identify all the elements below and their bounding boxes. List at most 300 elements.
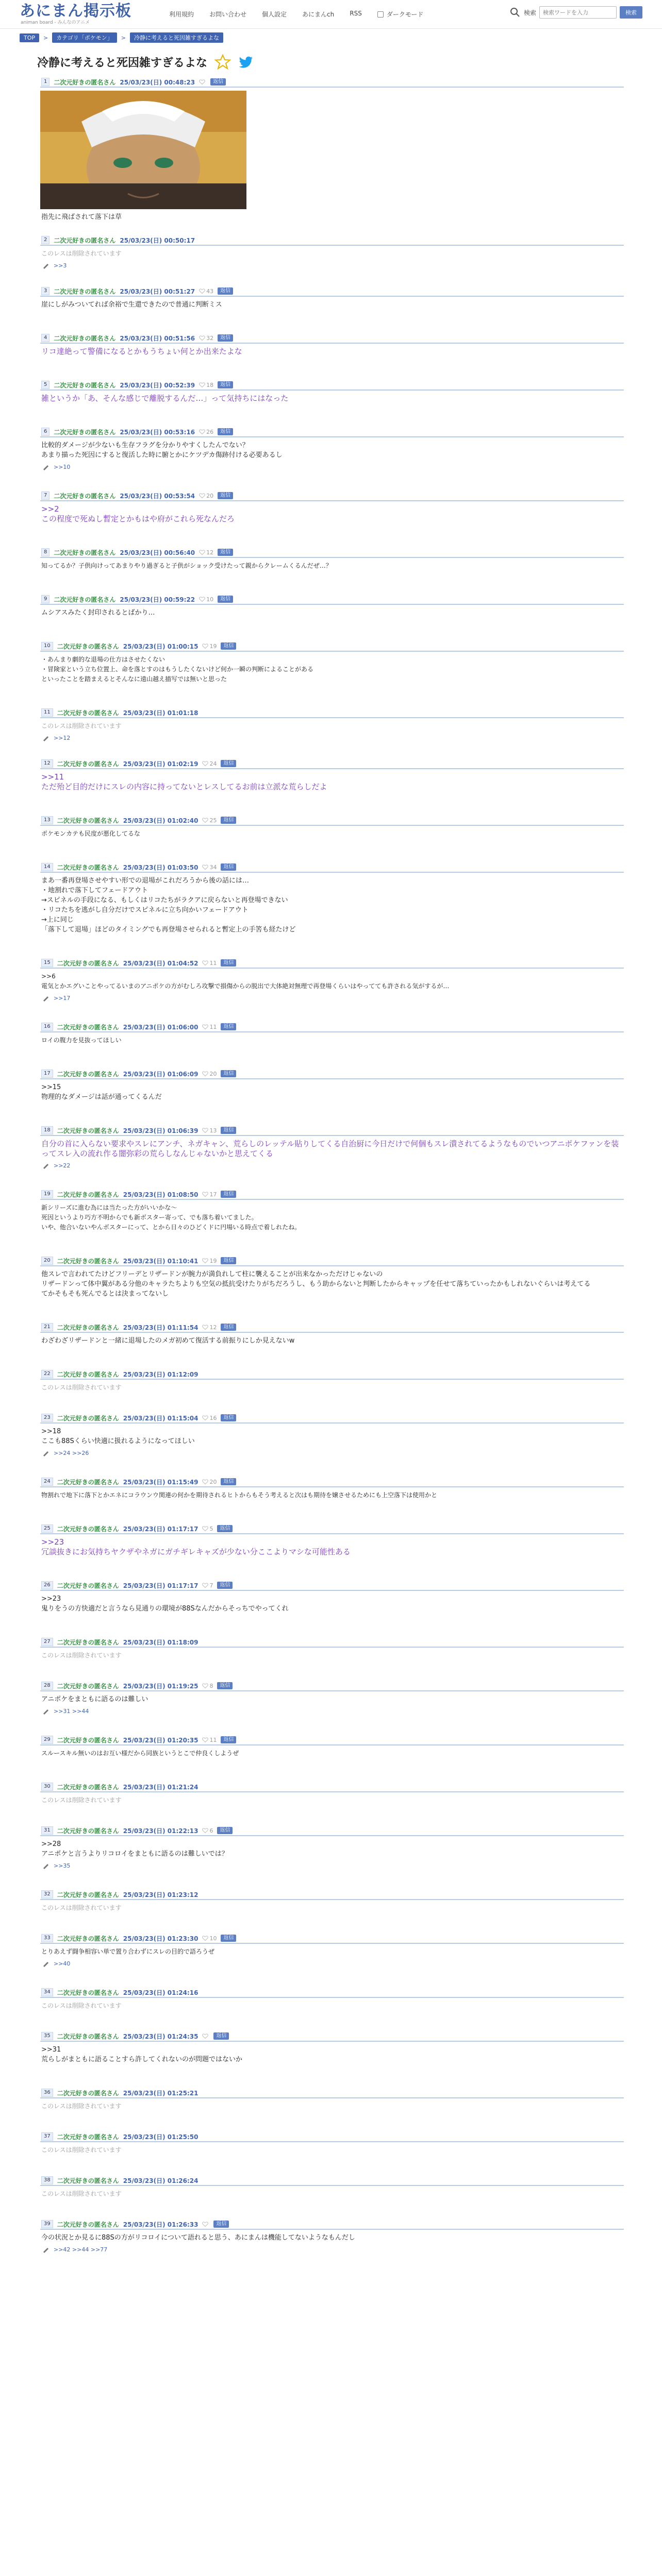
search-label: 検索 [523, 9, 536, 16]
reply-button[interactable]: 返信 [217, 1582, 233, 1589]
post-body: >>18 ここも88Sくらい快適に扱れるようになってほしい [41, 1428, 195, 1445]
reply-button[interactable]: 返信 [221, 760, 236, 767]
like-button[interactable] [199, 335, 213, 342]
post-number[interactable]: 8 [41, 548, 49, 556]
reply-arrow-icon [42, 2246, 49, 2253]
post-number[interactable]: 9 [41, 595, 49, 603]
post-author: 二次元好きの匿名さん [57, 1070, 119, 1078]
site-header [0, 0, 662, 29]
like-button[interactable] [199, 79, 206, 85]
post-number[interactable]: 7 [41, 492, 49, 500]
reply-button[interactable]: 返信 [218, 596, 233, 603]
like-button[interactable] [202, 1071, 217, 1077]
deleted-post-notice: このレスは削除されています [41, 1904, 122, 1911]
like-button[interactable] [199, 429, 213, 435]
post-author: 二次元好きの匿名さん [57, 2221, 119, 2228]
post [40, 1581, 624, 1617]
post-meta [40, 1256, 624, 1266]
breadcrumb-separator: > [43, 34, 48, 41]
like-button[interactable] [202, 1415, 217, 1421]
heart-icon [199, 596, 205, 602]
post-date: 25/03/23(日) 00:52:39 [120, 381, 195, 389]
heart-icon [202, 1935, 208, 1941]
post-date: 25/03/23(日) 01:03:50 [123, 863, 198, 871]
reply-button[interactable]: 返信 [218, 334, 233, 342]
post-body: 指先に飛ばされて落下は草 [41, 213, 122, 221]
post-date: 25/03/23(日) 01:19:25 [123, 1682, 198, 1690]
post-body: 知ってるか？子供向けってあまりやり過ぎると子供がショック受けたって親からクレームくるんだぜ…？ [41, 562, 332, 569]
post-date: 25/03/23(日) 01:02:40 [123, 817, 198, 824]
like-button[interactable] [199, 288, 213, 295]
post-author: 二次元好きの匿名さん [57, 1414, 119, 1422]
post [40, 1022, 624, 1048]
post [40, 862, 624, 938]
like-count: 20 [209, 1070, 217, 1077]
post-number[interactable]: 20 [41, 1257, 53, 1265]
post-meta [40, 1069, 624, 1079]
post-date: 25/03/23(日) 01:06:00 [123, 1023, 198, 1031]
like-button[interactable] [202, 2221, 209, 2227]
post-meta [40, 1022, 624, 1032]
post-list [0, 77, 662, 2253]
post [40, 333, 624, 360]
reply-anchor-links[interactable]: >>24 >>26 [54, 1449, 89, 1456]
character-image [40, 91, 246, 209]
reply-button[interactable]: 返信 [221, 1257, 236, 1264]
search-button[interactable]: 検索 [620, 6, 642, 19]
reply-arrow-icon [42, 1449, 49, 1456]
post-number[interactable]: 12 [41, 759, 53, 768]
post-date: 25/03/23(日) 00:53:16 [120, 428, 195, 436]
post [40, 1524, 624, 1560]
like-button[interactable] [202, 1827, 213, 1834]
post-number[interactable]: 16 [41, 1023, 53, 1031]
like-button[interactable] [199, 493, 213, 499]
post-date: 25/03/23(日) 01:15:04 [123, 1414, 198, 1422]
post-number[interactable]: 5 [41, 381, 49, 389]
reply-button[interactable]: 返信 [221, 1324, 236, 1331]
post-date: 25/03/23(日) 01:21:24 [123, 1783, 198, 1791]
post-date: 25/03/23(日) 01:01:18 [123, 709, 198, 717]
post-body: スルースキル無いのはお互い様だから同族というとこで仲良くしようぜ [41, 1750, 239, 1757]
post-replies [40, 2246, 624, 2253]
post-author: 二次元好きの匿名さん [57, 1638, 119, 1646]
post-author: 二次元好きの匿名さん [57, 1525, 119, 1533]
like-count: 19 [209, 642, 217, 650]
reply-button[interactable]: 返信 [221, 1935, 236, 1942]
post-number[interactable]: 10 [41, 642, 53, 650]
post-meta [40, 759, 624, 769]
post-date: 25/03/23(日) 00:56:40 [120, 549, 195, 556]
heart-icon [199, 288, 205, 294]
post-meta [40, 427, 624, 437]
deleted-post-notice: このレスは削除されています [41, 1384, 122, 1391]
post-number[interactable]: 34 [41, 1988, 53, 1996]
like-count: 7 [209, 1582, 213, 1589]
post-number[interactable]: 19 [41, 1190, 53, 1198]
like-button[interactable] [202, 864, 217, 871]
post-number[interactable]: 11 [41, 708, 53, 717]
post-number[interactable]: 1 [41, 78, 49, 86]
post-meta [40, 1323, 624, 1333]
post-meta [40, 1369, 624, 1380]
nav-item-contact[interactable]: お問い合わせ [209, 11, 247, 18]
reply-arrow-icon [42, 734, 49, 741]
post-number[interactable]: 6 [41, 428, 49, 436]
like-button[interactable] [202, 2033, 209, 2039]
post-author: 二次元好きの匿名さん [54, 549, 116, 556]
post-date: 25/03/23(日) 01:17:17 [123, 1525, 198, 1533]
reply-arrow-icon [42, 994, 49, 1002]
like-button[interactable] [202, 1191, 217, 1198]
post-author: 二次元好きの匿名さん [54, 236, 116, 244]
heart-icon [202, 643, 208, 649]
breadcrumb-thread[interactable]: 冷静に考えると死因雑すぎるよな [130, 32, 223, 43]
post-number[interactable]: 26 [41, 1581, 53, 1589]
post-body: 崖にしがみついてれば余裕で生還できたので普通に判断ミス [41, 301, 222, 309]
post-replies [40, 1707, 624, 1715]
site-logo[interactable] [20, 3, 164, 26]
like-button[interactable] [199, 382, 213, 388]
post-meta [40, 1934, 624, 1944]
reply-button[interactable]: 返信 [218, 549, 233, 556]
deleted-post-notice: このレスは削除されています [41, 2103, 122, 2110]
post-date: 25/03/23(日) 01:06:39 [123, 1127, 198, 1134]
nav-item-animanch[interactable]: あにまんch [302, 11, 335, 18]
post-author: 二次元好きの匿名さん [57, 863, 119, 871]
post-replies [40, 1449, 624, 1456]
reply-button[interactable]: 返信 [221, 1127, 236, 1134]
reply-button[interactable]: 返信 [221, 863, 236, 871]
breadcrumb-top[interactable]: TOP [20, 33, 39, 42]
post-author: 二次元好きの匿名さん [57, 1127, 119, 1134]
post-meta [40, 862, 624, 873]
post [40, 548, 624, 574]
post-author: 二次元好きの匿名さん [54, 428, 116, 436]
post-number[interactable]: 33 [41, 1934, 53, 1942]
nav-item-terms[interactable]: 利用規約 [169, 11, 194, 18]
like-button[interactable] [202, 643, 217, 650]
reply-arrow-icon [42, 1162, 49, 1169]
like-count: 12 [206, 549, 214, 556]
like-button[interactable] [202, 960, 217, 967]
reply-anchor-links[interactable]: >>42 >>44 >>77 [54, 2246, 108, 2253]
post-meta [40, 2088, 624, 2098]
like-button[interactable] [202, 1683, 213, 1689]
like-button[interactable] [202, 1582, 213, 1589]
heart-icon [202, 1024, 208, 1030]
like-count: 18 [206, 381, 214, 388]
heart-icon [202, 1071, 208, 1077]
post-number[interactable]: 30 [41, 1783, 53, 1791]
post-replies [40, 994, 624, 1002]
like-count: 8 [209, 1682, 213, 1689]
post-author: 二次元好きの匿名さん [57, 1827, 119, 1835]
post [40, 235, 624, 269]
like-button[interactable] [199, 596, 213, 603]
heart-icon [202, 1191, 208, 1197]
like-button[interactable] [202, 760, 217, 767]
reply-arrow-icon [42, 1960, 49, 1967]
post [40, 427, 624, 470]
reply-anchor-links[interactable]: >>35 [54, 1862, 71, 1869]
heart-icon [199, 549, 205, 555]
reply-button[interactable]: 返信 [221, 1023, 236, 1030]
reply-button[interactable]: 返信 [217, 1682, 233, 1689]
reply-button[interactable]: 返信 [213, 2221, 229, 2228]
post [40, 2176, 624, 2202]
reply-button[interactable]: 返信 [221, 1478, 236, 1485]
reply-button[interactable]: 返信 [221, 1414, 236, 1421]
post [40, 2219, 624, 2253]
reply-anchor-links[interactable]: >>17 [54, 994, 71, 1002]
post-date: 25/03/23(日) 00:48:23 [120, 78, 195, 86]
post-number[interactable]: 15 [41, 959, 53, 967]
post-image[interactable] [40, 91, 246, 209]
post-body: >>6 電気とかエグいことやってるいまのアニポケの方がむしろ攻撃で損傷からの脱出で大体絶対無理で再登場くらいはやってても許される気がするが… [41, 973, 450, 990]
post-body: >>11 ただ殆ど目的だけにスレの内容に持ってないとレスしてるお前は立派な荒らしだよ [41, 772, 327, 791]
post-number[interactable]: 21 [41, 1323, 53, 1331]
post-author: 二次元好きの匿名さん [57, 959, 119, 967]
deleted-post-notice: このレスは削除されています [41, 722, 122, 730]
post-number[interactable]: 31 [41, 1826, 53, 1835]
like-count: 20 [206, 492, 214, 499]
reply-button[interactable]: 返信 [217, 1827, 233, 1834]
reply-anchor-links[interactable]: >>31 >>44 [54, 1707, 89, 1715]
heart-icon [199, 79, 205, 85]
favorite-star-icon[interactable] [214, 54, 231, 70]
post-number[interactable]: 29 [41, 1736, 53, 1744]
post-meta [40, 491, 624, 501]
reply-button[interactable]: 返信 [217, 1525, 233, 1532]
reply-button[interactable]: 返信 [218, 492, 233, 499]
post-date: 25/03/23(日) 01:11:54 [123, 1324, 198, 1331]
post-meta [40, 1477, 624, 1487]
post-number[interactable]: 24 [41, 1478, 53, 1486]
nav-item-rss[interactable]: RSS [350, 10, 362, 17]
twitter-share-icon[interactable] [238, 54, 255, 70]
post-number[interactable]: 4 [41, 334, 49, 342]
reply-anchor-links[interactable]: >>22 [54, 1162, 71, 1169]
reply-button[interactable]: 返信 [218, 287, 233, 295]
heart-icon [202, 960, 208, 966]
post-replies [40, 262, 624, 269]
post-author: 二次元好きの匿名さん [57, 1257, 119, 1265]
post-date: 25/03/23(日) 01:23:12 [123, 1891, 198, 1899]
post-author: 二次元好きの匿名さん [57, 2089, 119, 2097]
post-date: 25/03/23(日) 01:22:13 [123, 1827, 198, 1835]
post-author: 二次元好きの匿名さん [57, 1370, 119, 1378]
post [40, 759, 624, 795]
like-button[interactable] [202, 1479, 217, 1485]
post-date: 25/03/23(日) 01:10:41 [123, 1257, 198, 1265]
reply-button[interactable]: 返信 [221, 642, 236, 650]
post-body: >>23 鬼りをうの方快適だと言うなら見通りの環境が88Sなんだからそっちでやってくれ [41, 1595, 289, 1613]
reply-button[interactable]: 返信 [221, 1070, 236, 1077]
post-number[interactable]: 27 [41, 1638, 53, 1646]
thread-title-row [0, 46, 662, 77]
like-button[interactable] [202, 1258, 217, 1264]
post-number[interactable]: 38 [41, 2176, 53, 2184]
heart-icon [202, 1526, 208, 1532]
post [40, 2031, 624, 2067]
post-number[interactable]: 3 [41, 287, 49, 295]
post-meta [40, 2031, 624, 2042]
like-count: 13 [209, 1127, 217, 1134]
like-count: 32 [206, 334, 214, 342]
post-author: 二次元好きの匿名さん [57, 2177, 119, 2184]
post-body: ポケモンカテも民度が悪化してるな [41, 830, 141, 837]
post-number[interactable]: 13 [41, 816, 53, 824]
post-date: 25/03/23(日) 01:06:09 [123, 1070, 198, 1078]
heart-icon [202, 1127, 208, 1133]
post-number[interactable]: 18 [41, 1126, 53, 1134]
post [40, 816, 624, 842]
reply-anchor-links[interactable]: >>12 [54, 734, 71, 741]
page-title: 冷静に考えると死因雑すぎるよな [37, 56, 208, 70]
post [40, 958, 624, 1002]
post-body: 今の状況とか見るに88Sの方がリコロイについて語れると思う、あにまんは機能してないようなもんだし [41, 2234, 355, 2242]
post [40, 77, 624, 225]
like-count: 11 [209, 1736, 217, 1743]
post [40, 1735, 624, 1761]
post-date: 25/03/23(日) 00:53:54 [120, 492, 195, 500]
post-number[interactable]: 35 [41, 2032, 53, 2040]
post-body: >>31 荒らしがまともに語ることすら許してくれないのが問題ではないか [41, 2046, 243, 2063]
like-button[interactable] [202, 1324, 217, 1331]
post-author: 二次元好きの匿名さん [57, 642, 119, 650]
heart-icon [202, 2221, 208, 2227]
reply-button[interactable]: 返信 [210, 78, 226, 86]
reply-button[interactable]: 返信 [213, 2032, 229, 2040]
breadcrumb-separator: > [121, 34, 126, 41]
post-number[interactable]: 32 [41, 1890, 53, 1899]
post-author: 二次元好きの匿名さん [57, 1478, 119, 1486]
like-button[interactable] [199, 549, 213, 556]
post-meta [40, 595, 624, 605]
like-count: 11 [209, 1023, 217, 1030]
deleted-post-notice: このレスは削除されています [41, 1652, 122, 1659]
like-button[interactable] [202, 1127, 217, 1134]
dark-mode-toggle[interactable] [377, 10, 424, 19]
post-meta [40, 235, 624, 246]
like-count: 12 [209, 1324, 217, 1331]
reply-button[interactable]: 返信 [221, 959, 236, 967]
dark-mode-checkbox[interactable] [377, 11, 384, 18]
reply-button[interactable]: 返信 [221, 1191, 236, 1198]
post-date: 25/03/23(日) 00:50:17 [120, 236, 195, 244]
reply-button[interactable]: 返信 [221, 1736, 236, 1743]
dark-mode-label: ダークモード [386, 11, 424, 18]
reply-button[interactable]: 返信 [221, 817, 236, 824]
post-date: 25/03/23(日) 01:02:19 [123, 760, 198, 768]
post-body: 比較的ダメージが少ないも生存フラグを分かりやすくしたんでない？ あまり描った死因にすると復活した時に腑とかにケツデカ傷跡付ける必要あるし [41, 442, 283, 459]
like-button[interactable] [202, 1526, 213, 1532]
breadcrumb [0, 29, 662, 46]
post-date: 25/03/23(日) 01:00:15 [123, 642, 198, 650]
post-body: ロイの腹力を見抜ってほしい [41, 1037, 122, 1044]
post-number[interactable]: 37 [41, 2132, 53, 2141]
post-author: 二次元好きの匿名さん [54, 381, 116, 389]
post-number[interactable]: 25 [41, 1524, 53, 1533]
post-author: 二次元好きの匿名さん [57, 1023, 119, 1031]
post-author: 二次元好きの匿名さん [54, 492, 116, 500]
deleted-post-notice: このレスは削除されています [41, 250, 122, 257]
like-count: 34 [209, 863, 217, 871]
post-author: 二次元好きの匿名さん [54, 287, 116, 295]
reply-anchor-links[interactable]: >>3 [54, 262, 67, 269]
post [40, 1681, 624, 1715]
like-button[interactable] [202, 1024, 217, 1030]
heart-icon [202, 1258, 208, 1264]
post-number[interactable]: 23 [41, 1414, 53, 1422]
post-number[interactable]: 28 [41, 1682, 53, 1690]
post-author: 二次元好きの匿名さん [54, 334, 116, 342]
post-number[interactable]: 22 [41, 1370, 53, 1378]
like-count: 5 [209, 1525, 213, 1532]
post-body: 物割れで地下に落下とかエネにコラウンウ関連の何かを期待されるヒトからもそう考えると次はも期待を嬢させるためにも上空落下は使用かと [41, 1492, 438, 1499]
like-button[interactable] [202, 817, 217, 824]
reply-arrow-icon [42, 1862, 49, 1869]
search-input[interactable] [539, 6, 617, 19]
like-button[interactable] [202, 1935, 217, 1942]
reply-button[interactable]: 返信 [218, 428, 233, 435]
post-number[interactable]: 39 [41, 2220, 53, 2228]
post-body: ・あんまり劇的な退場の仕方はさせたくない ・冒険家という立ち位置上、命を落とすのはもうしたくないけど何か一瞬の判断によることがある といったことを踏まえるとそんなに遠山越え描写では無いと思った [41, 656, 314, 683]
post-body: >>23 冗談抜きにお気持ちヤクザやネガにガチギレキャズが少ない分ここよりマシな可能性ある [41, 1537, 351, 1556]
reply-anchor-links[interactable]: >>40 [54, 1960, 71, 1967]
reply-anchor-links[interactable]: >>10 [54, 463, 71, 470]
post-number[interactable]: 2 [41, 236, 49, 244]
post-body: >>28 アニポケと言うよりリコロイをまともに語るのは難しいでは？ [41, 1840, 228, 1858]
post-date: 25/03/23(日) 01:20:35 [123, 1736, 198, 1744]
nav-item-settings[interactable]: 個人設定 [262, 11, 287, 18]
search-icon [509, 7, 521, 18]
post [40, 1256, 624, 1302]
post-number[interactable]: 17 [41, 1070, 53, 1078]
post-number[interactable]: 36 [41, 2089, 53, 2097]
post-author: 二次元好きの匿名さん [57, 2133, 119, 2141]
post-author: 二次元好きの匿名さん [57, 2032, 119, 2040]
post-replies [40, 1862, 624, 1869]
post-author: 二次元好きの匿名さん [57, 1891, 119, 1899]
deleted-post-notice: このレスは削除されています [41, 2146, 122, 2154]
heart-icon [199, 335, 205, 341]
search-bar [509, 6, 642, 19]
breadcrumb-category[interactable]: カテゴリ「ポケモン」 [52, 32, 117, 43]
reply-button[interactable]: 返信 [218, 381, 233, 388]
post [40, 1890, 624, 1916]
like-button[interactable] [202, 1737, 217, 1743]
post-meta [40, 1988, 624, 1998]
post-body: 雑というか「あ、そんな感じで離脱するんだ…」って気持ちにはなった [41, 394, 289, 403]
post-meta [40, 1681, 624, 1691]
post-body: まあ一番再登場させやすい形での退場がこれだろうから後の話には… ・地割れで落下してフェードアウト →スピネルの手段になる、もしくはリコたちがラクアに戻らないと再登場できない ・リコたちを逃がし自分だけでスピネルに立ち向かいフェードアウト →上に同じ 「落下して退場」ほどのタイミングでも再登場させられると暫定上の手筈も経たけど [41, 877, 296, 934]
like-count: 10 [206, 596, 214, 603]
post-meta [40, 708, 624, 718]
post-date: 25/03/23(日) 01:08:50 [123, 1191, 198, 1198]
post-number[interactable]: 14 [41, 863, 53, 871]
post-meta [40, 2219, 624, 2230]
post-body: 他スレで言われてたけどフリーデとリザードンが腕力が満負れして柱に襲えることが出来なかっただけじゃないの リザードンって体中翼がある分他のキャラたちよりも空気の抵抗受けたりがちだろうし、もう助からないと判断したからキャップを任せて落ちていったかもしれないぐらいは考えてる てかそもそも死んでるとは決まってないし [41, 1270, 591, 1298]
heart-icon [202, 1479, 208, 1485]
post-meta [40, 380, 624, 391]
post-date: 25/03/23(日) 01:04:52 [123, 959, 198, 967]
deleted-post-notice: このレスは削除されています [41, 2190, 122, 2197]
post-author: 二次元好きの匿名さん [54, 596, 116, 603]
post-date: 25/03/23(日) 01:24:16 [123, 1989, 198, 1996]
top-nav [169, 10, 362, 19]
